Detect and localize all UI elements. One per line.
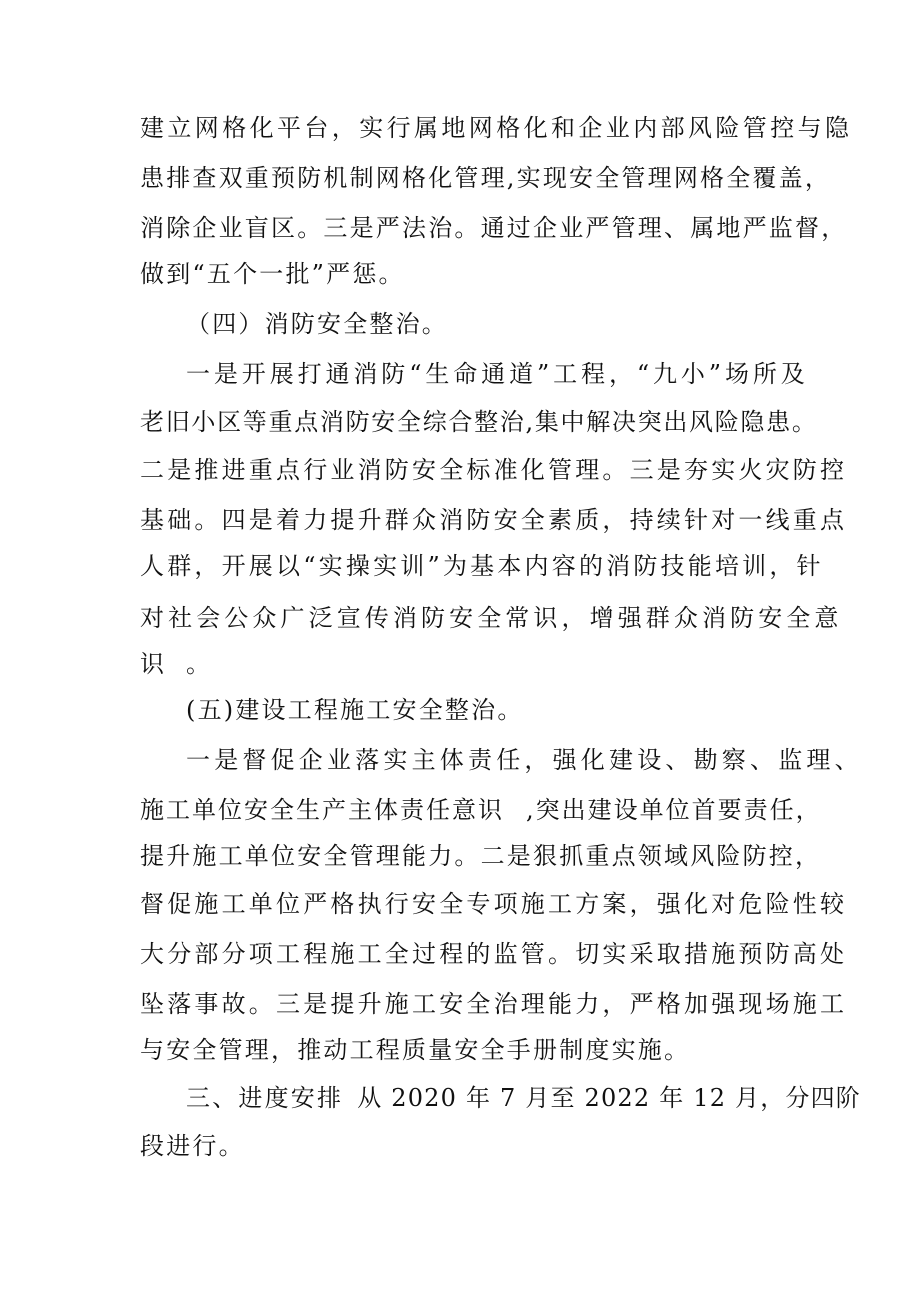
- paragraph-line: 二是推进重点行业消防安全标准化管理。三是夯实火灾防控: [140, 456, 848, 484]
- paragraph-line: 人群，开展以“实操实训”为基本内容的消防技能培训，针: [140, 552, 824, 580]
- paragraph-line: 坠落事故。三是提升施工安全治理能力，严格加强现场施工: [140, 990, 848, 1018]
- line-text: 从 2020 年 7 月至 2022 年 12 月，分四阶: [357, 1084, 861, 1112]
- paragraph-line: 建立网格化平台，实行属地网格化和企业内部风险管控与隐: [140, 114, 853, 142]
- paragraph-line: 消除企业盲区。三是严法治。通过企业严管理、属地严监督，: [140, 214, 848, 242]
- line-text: 识: [140, 650, 164, 678]
- paragraph-line: 一是开展打通消防“生命通道”工程，“九小”场所及: [186, 360, 809, 388]
- line-text: 施工单位安全生产主体责任意识: [140, 796, 504, 824]
- paragraph-line: 老旧小区等重点消防安全综合整治,集中解决突出风险隐患。: [140, 408, 818, 436]
- line-text: 。: [186, 650, 210, 678]
- section-heading: (五)建设工程施工安全整治。: [186, 696, 524, 724]
- paragraph-line: 段进行。: [140, 1132, 245, 1160]
- paragraph-line: 做到“五个一批”严惩。: [140, 260, 405, 288]
- paragraph-line: [140, 790, 920, 830]
- line-text: ,突出建设单位首要责任，: [526, 796, 822, 824]
- section-heading: [186, 1078, 920, 1118]
- paragraph-line: 基础。四是着力提升群众消防安全素质，持续针对一线重点: [140, 506, 848, 534]
- paragraph-line: 大分部分项工程施工全过程的监管。切实采取措施预防高处: [140, 940, 848, 968]
- paragraph-line: 督促施工单位严格执行安全专项施工方案，强化对危险性较: [140, 890, 848, 918]
- paragraph-line: [140, 644, 920, 684]
- heading-text: 三、进度安排: [186, 1084, 344, 1112]
- paragraph-line: 一是督促企业落实主体责任，强化建设、勘察、监理、: [186, 746, 863, 774]
- paragraph-line: 对社会公众广泛宣传消防安全常识，增强群众消防安全意: [140, 604, 843, 632]
- paragraph-line: 患排查双重预防机制网格化管理,实现安全管理网格全覆盖，: [140, 164, 832, 192]
- paragraph-line: 提升施工单位安全管理能力。二是狠抓重点领域风险防控，: [140, 842, 822, 870]
- section-heading: （四）消防安全整治。: [186, 310, 448, 338]
- paragraph-line: 与安全管理，推动工程质量安全手册制度实施。: [140, 1036, 691, 1064]
